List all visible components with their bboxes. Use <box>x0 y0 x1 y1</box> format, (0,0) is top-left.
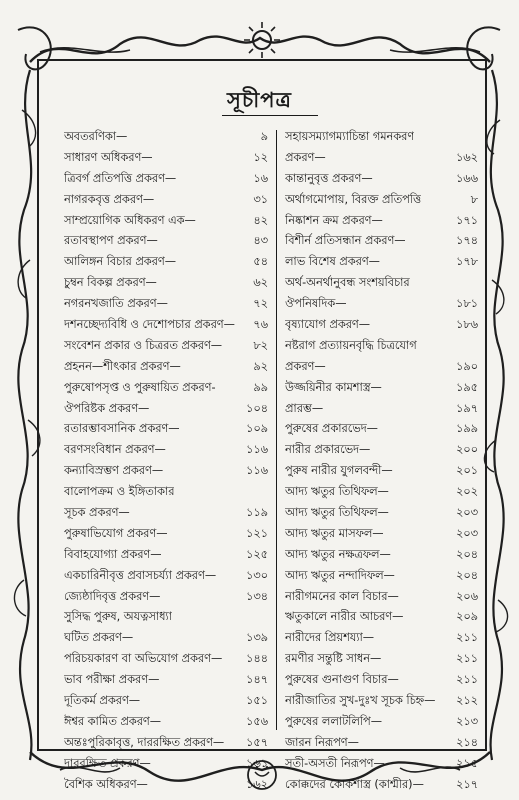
toc-entry <box>285 567 478 588</box>
toc-entry-page-number: ৫৪ <box>253 255 268 269</box>
toc-entry <box>285 525 478 546</box>
toc-entry-page-number: ২১২ <box>455 694 478 708</box>
toc-entry <box>285 546 478 567</box>
toc-entry-title: জারন নিরূপণ— <box>285 735 359 749</box>
toc-entry-page-number: ১৯৯ <box>456 422 478 436</box>
toc-entry-page-number: ২০৯ <box>455 610 478 624</box>
toc-entry <box>64 755 268 776</box>
toc-entry <box>285 671 478 692</box>
toc-entry-page-number: ১৬৬ <box>455 171 478 185</box>
toc-entry <box>64 608 268 629</box>
toc-entry-title: কন্যাবিস্রম্ভণ প্রকরণ— <box>64 464 164 478</box>
toc-entry-page-number: ২০৪ <box>455 547 478 561</box>
toc-entry <box>64 274 268 295</box>
toc-entry-page-number: ২১৭ <box>455 777 478 791</box>
toc-entry <box>285 128 478 149</box>
toc-entry-title: আদ্য ঋতুর নন্দাদিফল— <box>285 568 395 582</box>
toc-entry-page-number: ১৫১ <box>246 694 268 708</box>
toc-right-column <box>285 128 478 797</box>
toc-entry-title: নগরনখজাতি প্রকরণ— <box>64 297 168 311</box>
toc-entry-title: প্রারম্ভ— <box>285 401 324 415</box>
toc-entry-title: অবতরণিকা— <box>64 130 128 143</box>
toc-entry-page-number: ১৭৪ <box>455 234 478 248</box>
toc-entry <box>285 650 478 671</box>
toc-entry-title: ঔপরিষ্টক প্রকরণ— <box>64 401 150 415</box>
toc-entry-title: অন্তঃপুরিকাবৃত্ত, দাররক্ষিত প্রকরণ— <box>64 735 225 749</box>
toc-entry-page-number: ১১৯ <box>246 506 268 520</box>
toc-entry-title: সাধারণ অধিকরণ— <box>64 150 153 164</box>
toc-entry-page-number: ১৬১ <box>245 756 268 770</box>
toc-entry <box>285 337 478 358</box>
toc-entry-title: বরণসংবিধান প্রকরণ— <box>64 443 166 457</box>
toc-entry-title: পুরুষের গুনাগুণ বিচার— <box>285 673 399 687</box>
toc-entry-page-number: ২১৪ <box>455 735 478 749</box>
toc-entry-page-number: ১৯৫ <box>456 380 478 394</box>
toc-entry <box>64 713 268 734</box>
toc-entry-title: আদ্য ঋতুর মাসফল— <box>285 526 384 540</box>
toc-entry-title: আলিঙ্গন বিচার প্রকরণ— <box>64 255 177 269</box>
toc-entry-title: ঋতুকালে নারীর আচরণ— <box>285 610 404 624</box>
toc-entry-title: সূচক প্রকরণ— <box>64 506 130 520</box>
toc-entry <box>285 379 478 400</box>
toc-entry <box>285 212 478 233</box>
toc-entry-page-number: ১০৯ <box>245 422 268 436</box>
toc-entry-title: পুরুষের ললাটলিপি— <box>285 714 383 728</box>
toc-entry <box>285 358 478 379</box>
toc-entry-title: অর্থ-অনর্থানুবন্ধ সংশয়বিচার <box>285 276 410 290</box>
toc-entry <box>285 400 478 421</box>
toc-entry-title: একচারিনীবৃত্ত প্রবাসচর্য্যা প্রকরণ— <box>64 568 217 582</box>
toc-entry-page-number: ১৮১ <box>456 297 478 311</box>
toc-entry <box>64 316 268 337</box>
toc-left-column <box>64 128 268 797</box>
toc-entry-title: রতারম্ভাবসানিক প্রকরণ— <box>64 422 180 436</box>
toc-entry <box>285 776 478 797</box>
toc-entry <box>64 128 268 149</box>
toc-entry-title: রমণীর সন্তুষ্টি সাধন— <box>285 652 382 666</box>
toc-entry-title: বিশীর্ন প্রতিসন্ধান প্রকরণ— <box>285 234 406 248</box>
toc-entry-title: অর্থাগমোপায়, বিরক্ত প্রতিপত্তি <box>285 192 422 206</box>
toc-entry <box>64 504 268 525</box>
toc-entry-page-number: ১৪৭ <box>245 673 268 687</box>
toc-entry <box>285 253 478 274</box>
toc-entry-title: নষ্টরাগ প্রত্যায়নবৃদ্ধি চিত্রযোগ <box>285 338 417 352</box>
toc-entry <box>285 755 478 776</box>
toc-entry-title: কোক্কদের কোকশাস্ত্র (কাশ্মীর)— <box>285 777 424 791</box>
toc-entry-page-number: ৭৬ <box>253 318 268 332</box>
toc-entry-page-number: ২০৩ <box>455 526 478 540</box>
toc-entry-page-number: ২০২ <box>455 485 478 499</box>
toc-entry-page-number: ১৬২ <box>455 150 478 164</box>
toc-entry-title: নারীজাতির সুখ-দুঃখ সূচক চিহ্ন— <box>285 694 436 708</box>
toc-entry <box>64 232 268 253</box>
toc-entry-page-number: ৩১ <box>253 192 268 206</box>
toc-entry-title: নারীদের প্রিয়শয্যা— <box>285 631 375 645</box>
toc-entry-title: চুম্বন বিকল্প প্রকরণ— <box>64 276 157 290</box>
toc-entry-title: সাম্প্রয়োগিক অধিকরণ এক— <box>64 213 196 227</box>
toc-entry <box>64 546 268 567</box>
toc-entry <box>285 170 478 191</box>
toc-entry <box>285 588 478 609</box>
toc-entry-page-number: ২০৪ <box>455 568 478 582</box>
toc-entry-page-number: ১৬ <box>253 171 268 185</box>
toc-entry-title: নারীর প্রকারভেদ— <box>285 443 371 457</box>
toc-entry-page-number: ৮২ <box>253 338 268 352</box>
toc-entry-title: বৈশিক অধিকরণ— <box>64 777 148 791</box>
toc-entry-page-number: ৪২ <box>253 213 268 227</box>
toc-entry <box>64 191 268 212</box>
toc-entry <box>64 358 268 379</box>
toc-entry-title: পুরুষাভিযোগ প্রকরণ— <box>64 526 168 540</box>
toc-entry-title: দশনচ্ছেদ্যবিধি ও দেশোপচার প্রকরণ— <box>64 318 235 332</box>
toc-entry <box>285 462 478 483</box>
toc-entry-title: আদ্য ঋতুর নক্ষত্রফল— <box>285 547 391 561</box>
toc-entry <box>64 170 268 191</box>
toc-entry <box>285 504 478 525</box>
toc-entry-page-number: ১৬২ <box>245 777 268 791</box>
toc-entry-title: বৃষ্যাযোগ প্রকরণ— <box>285 318 371 332</box>
toc-entry-page-number: ১৯০ <box>455 359 478 373</box>
page-title: সূচীপত্র <box>227 88 292 112</box>
toc-entry <box>285 483 478 504</box>
toc-entry-title: প্রহনন—শীৎকার প্রকরণ— <box>64 359 181 373</box>
toc-entry-title: বিবাহযোগ্যা প্রকরণ— <box>64 547 162 561</box>
toc-entry-page-number: ১৫৬ <box>245 714 268 728</box>
toc-entry-title: আদ্য ঋতুর তিথিফল— <box>285 506 389 520</box>
toc-entry-page-number: ১৭৮ <box>455 255 478 269</box>
toc-entry-title: বালোপক্রম ও ইঙ্গিতাকার <box>64 485 175 499</box>
toc-entry <box>64 483 268 504</box>
toc-entry-page-number: ১৩৪ <box>245 589 268 603</box>
toc-entry <box>285 734 478 755</box>
toc-entry-page-number: ১১৬ <box>245 443 268 457</box>
toc-entry <box>285 608 478 629</box>
toc-entry-title: পুরুষোপসৃপ্ত ও পুরুষায়িত প্রকরণ- <box>64 380 216 394</box>
toc-entry <box>64 253 268 274</box>
toc-entry <box>64 776 268 797</box>
toc-entry <box>64 295 268 316</box>
toc-entry <box>285 232 478 253</box>
toc-entry-title: পুরুষ নারীর যুগলবন্দী— <box>285 464 393 478</box>
toc-entry <box>64 525 268 546</box>
toc-entry <box>64 734 268 755</box>
toc-entry <box>64 149 268 170</box>
toc-entry-title: নিষ্কাশন ক্রম প্রকরণ— <box>285 213 383 227</box>
toc-entry <box>64 212 268 233</box>
toc-entry-page-number: ২১৫ <box>455 756 478 770</box>
toc-entry-title: সতী-অসতী নিরূপণ— <box>285 756 385 770</box>
toc-entry-page-number: ২০৬ <box>455 589 478 603</box>
toc-entry-page-number: ৬২ <box>253 276 268 290</box>
toc-entry-page-number: ২০০ <box>455 443 478 457</box>
toc-entry-page-number: ২০৩ <box>455 506 478 520</box>
toc-entry-page-number: ১৭১ <box>455 213 478 227</box>
toc-entry <box>285 629 478 650</box>
column-divider <box>276 130 277 730</box>
toc-entry-title: ঈশ্বর কামিত প্রকরণ— <box>64 714 162 728</box>
toc-entry <box>285 149 478 170</box>
toc-entry-title: আদ্য ঋতুর তিথিফল— <box>285 485 389 499</box>
toc-entry-page-number: ১২১ <box>245 526 268 540</box>
toc-entry-page-number: ৯ <box>260 130 268 143</box>
toc-entry-page-number: ৮ <box>470 192 478 206</box>
toc-entry <box>285 191 478 212</box>
toc-entry-title: প্রকরণ— <box>285 359 326 373</box>
toc-entry-title: লাভ বিশেষ প্রকরণ— <box>285 255 380 269</box>
toc-entry-page-number: ২১১ <box>455 652 478 666</box>
toc-entry <box>64 692 268 713</box>
toc-entry-title: জ্যেষ্ঠাদিবৃত্ত প্রকরণ— <box>64 589 161 603</box>
toc-entry-page-number: ২১১ <box>455 631 478 645</box>
toc-entry-title: পরিচয়কারণ বা অভিযোগ প্রকরণ— <box>64 652 223 666</box>
toc-entry-title: উজ্জয়িনীর কামশাস্ত্র— <box>285 380 382 394</box>
toc-entry-page-number: ১৯৭ <box>455 401 478 415</box>
toc-entry <box>64 629 268 650</box>
toc-entry <box>64 420 268 441</box>
toc-entry-title: নাগরকবৃত্ত প্রকরণ— <box>64 192 155 206</box>
toc-entry <box>285 441 478 462</box>
toc-entry-page-number: ২০১ <box>455 464 478 478</box>
toc-entry <box>64 462 268 483</box>
toc-entry <box>64 337 268 358</box>
toc-entry-page-number: ৪৩ <box>253 234 268 248</box>
toc-entry-page-number: ২১১ <box>455 673 478 687</box>
toc-entry-title: সংবেশন প্রকার ও চিত্ররত প্রকরণ— <box>64 338 223 352</box>
toc-entry <box>64 650 268 671</box>
toc-entry-page-number: ১৪৪ <box>246 652 268 666</box>
toc-entry <box>64 379 268 400</box>
toc-entry-title: প্রকরণ— <box>285 150 326 164</box>
toc-entry <box>64 588 268 609</box>
toc-entry <box>285 420 478 441</box>
toc-entry <box>64 671 268 692</box>
toc-entry-page-number: ২১৩ <box>455 714 478 728</box>
toc-entry-page-number: ৯২ <box>253 359 268 373</box>
toc-entry-page-number: ১১৬ <box>245 464 268 478</box>
toc-entry-title: সুসিদ্ধ পুরুষ, অযত্নসাধ্যা <box>64 610 172 624</box>
toc-entry-title: ভাব পরীক্ষা প্রকরণ— <box>64 673 160 687</box>
toc-entry-page-number: ৯৯ <box>253 380 268 394</box>
toc-entry <box>285 295 478 316</box>
toc-entry-title: রতাবস্থাপণ প্রকরণ— <box>64 234 158 248</box>
toc-entry <box>64 400 268 421</box>
toc-entry-title: দাররক্ষিত প্রকরণ— <box>64 756 151 770</box>
title-underline <box>222 115 318 116</box>
toc-entry-page-number: ১৩০ <box>245 568 268 582</box>
toc-entry-title: কান্তানুবৃত্ত প্রকরণ— <box>285 171 373 185</box>
toc-entry <box>64 567 268 588</box>
toc-entry-title: ত্রিবর্গ প্রতিপত্তি প্রকরণ— <box>64 171 177 185</box>
toc-entry-title: পুরুষের প্রকারভেদ— <box>285 422 378 436</box>
toc-entry <box>64 441 268 462</box>
toc-entry-page-number: ৭২ <box>253 297 268 311</box>
toc-entry-title: দূতিকর্ম প্রকরণ— <box>64 694 141 708</box>
toc-entry-title: নারীগমনের কাল বিচার— <box>285 589 399 603</box>
toc-entry-page-number: ১২৫ <box>245 547 268 561</box>
toc-entry-title: ঘটিত প্রকরণ— <box>64 631 134 645</box>
toc-entry-page-number: ১৩৯ <box>245 631 268 645</box>
toc-entry <box>285 692 478 713</box>
toc-entry-page-number: ১০৪ <box>245 401 268 415</box>
toc-entry <box>285 316 478 337</box>
toc-entry <box>285 713 478 734</box>
toc-entry-title: ঔপনিষদিক— <box>285 297 347 311</box>
toc-entry-page-number: ১২ <box>253 150 268 164</box>
toc-entry-title: সহায়সম্যাগম্যাচিন্তা গমনকরণ <box>285 130 415 143</box>
toc-entry-page-number: ১৫৭ <box>245 735 268 749</box>
toc-entry <box>285 274 478 295</box>
toc-entry-page-number: ১৮৬ <box>455 318 478 332</box>
